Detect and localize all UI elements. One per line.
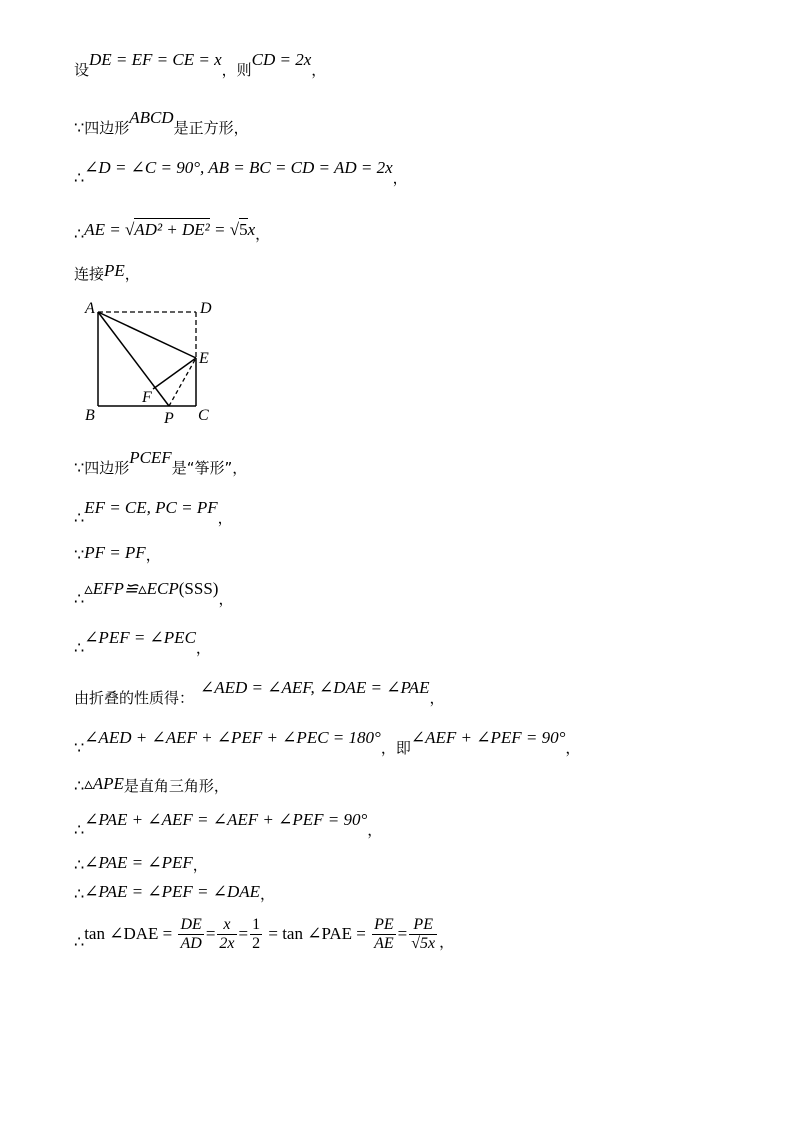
text: ， [565,739,581,757]
segment-ap [98,312,169,406]
math: PCEF [129,448,172,467]
fraction [372,916,396,953]
because-symbol: ∵ [74,458,85,477]
line-5 [74,261,140,284]
therefore-symbol: ∴ [74,776,85,795]
text: ，即 [380,739,411,757]
math: ∠PAE + ∠AEF = ∠AEF + ∠PEF = 90° [84,810,368,829]
label-c: C [198,407,209,424]
numerator: x [217,916,236,935]
math: (SSS) [178,579,219,598]
denominator: 2 [252,935,261,952]
label-f: F [142,389,152,406]
fraction [250,916,262,953]
text: 连接 [74,265,105,283]
math: ∠AEF + ∠PEF = 90° [410,728,566,747]
denominator: AD [180,935,202,952]
math: tan ∠DAE = [84,924,177,943]
text: 设 [74,61,90,79]
math: ∠AED = ∠AEF, ∠DAE = ∠PAE [200,678,430,697]
math: PF = PF [84,543,146,562]
math: ▵EFP≌▵ECP [84,579,179,598]
numerator: DE [180,916,202,933]
text: 四边形 [84,459,130,477]
therefore-symbol: ∴ [74,589,85,608]
therefore-symbol: ∴ [74,168,85,187]
fraction [217,916,236,953]
therefore-symbol: ∴ [74,884,85,903]
label-b: B [85,407,95,424]
therefore-symbol: ∴ [74,508,85,527]
math: DE = EF = CE = x [89,50,222,69]
text: ， [255,225,271,243]
math: AE = [84,220,125,239]
therefore-symbol: ∴ [74,932,85,951]
line-2 [74,108,249,138]
line-11 [74,678,445,708]
line-8 [74,545,161,565]
geometry-diagram [78,296,228,426]
text: 是直角三角形， [123,777,229,795]
label-a: A [85,300,95,317]
math [84,924,176,943]
math: PE [104,261,125,280]
because-symbol: ∵ [74,118,85,137]
line-7 [74,498,233,528]
fraction [409,916,437,953]
segment-pe-dashed [169,358,196,406]
radicand: AD² + DE² [134,220,210,239]
math: ∠PEF = ∠PEC [84,628,196,647]
label-e: E [199,350,209,367]
text: ， [260,885,276,903]
math: EF = CE, PC = PF [84,498,218,517]
text: ， [192,856,208,874]
math: ∠D = ∠C = 90°, AB = BC = CD = AD = 2x [84,158,393,177]
text: 是“筝形”， [171,459,248,477]
math: x [247,220,256,239]
numerator: PE [409,916,437,935]
fraction [178,916,203,953]
text: ， [218,590,234,608]
text: 由折叠的性质得： [74,689,195,707]
denominator: AE [374,935,394,952]
math: ▵APE [84,774,124,793]
math: ABCD [129,108,174,127]
line-14 [74,810,383,840]
text: ， [392,169,408,187]
therefore-symbol: ∴ [74,224,85,243]
text: ， [429,689,445,707]
denominator: √5x [411,935,436,952]
text: ， [124,265,140,283]
line-13 [74,776,229,796]
text: ， [217,509,233,527]
line-4: ∴AE = √AD² + DE² = √5x， [74,220,271,243]
because-symbol: ∵ [74,545,85,564]
line-10 [74,628,211,658]
text: ， [145,546,161,564]
line-1 [74,50,327,80]
segment-fe [153,358,196,389]
line-9 [74,579,234,609]
line-16 [74,884,275,904]
math: = [209,220,230,239]
line-6 [74,448,248,478]
math: = tan ∠PAE = [264,924,371,943]
therefore-symbol: ∴ [74,820,85,839]
line-15 [74,855,208,875]
denominator: 2x [219,935,235,952]
text: ， [311,61,327,79]
text: ， [195,639,211,657]
text: ，则 [221,61,252,79]
therefore-symbol: ∴ [74,855,85,874]
text: ， [439,933,455,951]
text: 是正方形， [173,119,249,137]
text: ， [367,821,383,839]
therefore-symbol: ∴ [74,638,85,657]
math: ∠AED + ∠AEF + ∠PEF + ∠PEC = 180° [84,728,381,747]
text: 四边形 [84,119,130,137]
math: ∠PAE = ∠PEF [84,853,193,872]
label-p: P [164,410,174,426]
line-12 [74,728,581,758]
segment-ae [98,312,196,358]
line-17: ∴tan ∠DAE = $\frac{DE}{AD}$ = $\frac{x}{2x}$ = $\frac{1}{2}$ = tan ∠PAE = $\frac{PE}{AE}$ = $\frac{PE}{√5x}$ ， [74,916,455,952]
numerator: PE [374,916,394,933]
label-d: D [200,300,212,317]
math: ∠PAE = ∠PEF = ∠DAE [84,882,261,901]
because-symbol: ∵ [74,738,85,757]
math: CD = 2x [251,50,312,69]
radicand: 5 [239,220,248,239]
line-3 [74,158,408,188]
numerator: 1 [252,916,261,933]
